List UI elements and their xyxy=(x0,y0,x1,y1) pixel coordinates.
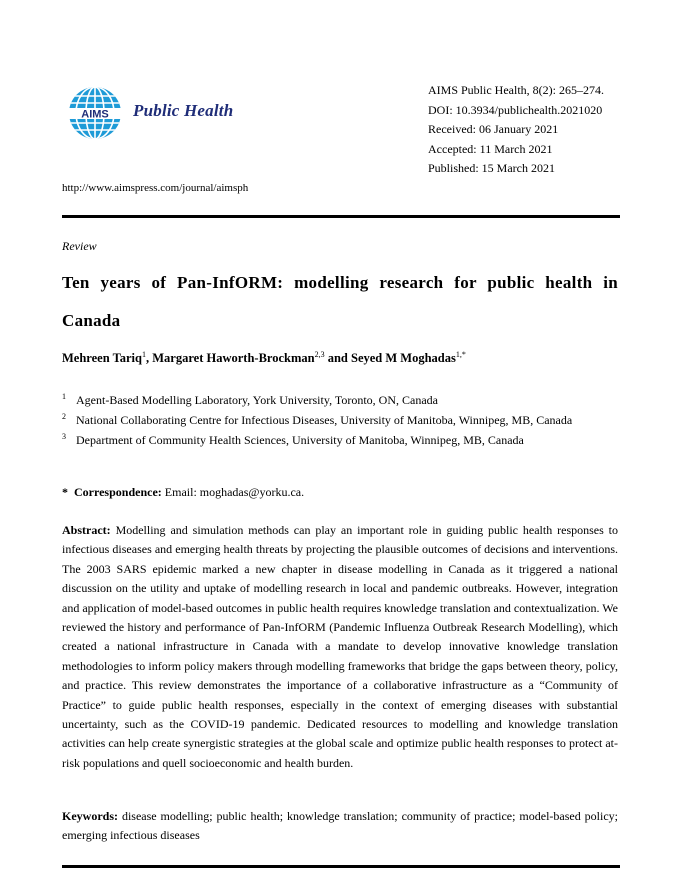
author-name: Mehreen Tariq xyxy=(62,351,142,365)
affiliation-number: 2 xyxy=(62,412,66,421)
footer-divider xyxy=(62,865,620,868)
correspondence-email[interactable]: Email: moghadas@yorku.ca. xyxy=(164,485,305,499)
abstract xyxy=(62,521,618,773)
author-list xyxy=(62,350,466,366)
correspondence xyxy=(62,485,304,500)
logo-text: AIMS xyxy=(81,108,109,121)
author-separator: and xyxy=(324,351,351,365)
keywords-label: Keywords: xyxy=(62,809,118,823)
affiliation-text: National Collaborating Centre for Infectious Diseases, University of Manitoba, Winnipeg, MB, Canada xyxy=(76,413,573,427)
header-divider xyxy=(62,215,620,218)
affiliation-item xyxy=(62,410,618,430)
journal-name: Public Health xyxy=(133,101,234,120)
author-name: Margaret Haworth-Brockman xyxy=(152,351,315,365)
abstract-text: Modelling and simulation methods can play an important role in guiding public health responses to infectious diseases and emerging health threats by projecting the plausible outcomes of decisions and interventions. The 2003 SARS epidemic marked a new chapter in disease modelling in Canada as it triggered a national discussion on the utility and uptake of modelling research in local and pandemic outbreaks. However, integration and application of model-based outcomes in public health requires knowledge translation and contextualization. We reviewed the history and performance of Pan-InfORM (Pandemic Influenza Outbreak Research Modelling), which created a national infrastructure in Canada with a mandate to develop innovative knowledge translation methodologies to inform policy makers through modelling frameworks that bridge the gaps between theory, policy, and practice. This review demonstrates the importance of a collaborative infrastructure as a “Community of Practice” to guide public health responses, especially in the context of emerging diseases with substantial uncertainty, such as the COVID-19 pandemic. Dedicated resources to modelling and knowledge translation activities can help create synergistic strategies at the global scale and optimize public health responses to protect at-risk populations and quell socioeconomic and health burden. xyxy=(62,523,619,770)
meta-citation: AIMS Public Health, 8(2): 265–274. xyxy=(428,83,604,97)
author-affiliation-mark: 1,* xyxy=(455,350,466,359)
author-name: Seyed M Moghadas xyxy=(351,351,456,365)
author-affiliation-mark: 1 xyxy=(141,350,146,359)
affiliation-text: Agent-Based Modelling Laboratory, York University, Toronto, ON, Canada xyxy=(76,393,438,407)
correspondence-label: Correspondence: xyxy=(74,485,162,499)
affiliation-list xyxy=(62,390,618,450)
aims-logo xyxy=(66,86,124,140)
keywords xyxy=(62,807,618,846)
article-title: Ten years of Pan-InfORM: modelling research for public health in Canada xyxy=(62,273,618,330)
meta-received: Received: 06 January 2021 xyxy=(428,122,559,136)
article-type: Review xyxy=(62,239,97,253)
author-affiliation-mark: 2,3 xyxy=(314,350,325,359)
affiliation-item xyxy=(62,430,618,450)
abstract-label: Abstract: xyxy=(62,523,111,537)
affiliation-text: Department of Community Health Sciences, University of Manitoba, Winnipeg, MB, Canada xyxy=(76,433,524,447)
affiliation-item xyxy=(62,390,618,410)
correspondence-star: * xyxy=(62,485,68,499)
journal-url[interactable]: http://www.aimspress.com/journal/aimsph xyxy=(62,182,249,194)
affiliation-number: 1 xyxy=(62,392,66,401)
meta-published: Published: 15 March 2021 xyxy=(428,161,555,175)
affiliation-number: 3 xyxy=(62,432,66,441)
meta-doi: DOI: 10.3934/publichealth.2021020 xyxy=(428,102,603,117)
publication-meta xyxy=(428,81,604,179)
author-separator: , xyxy=(145,351,153,365)
meta-accepted: Accepted: 11 March 2021 xyxy=(428,141,553,156)
keywords-text: disease modelling; public health; knowledge translation; community of practice; model-based policy; emerging infectious diseases xyxy=(62,809,618,843)
